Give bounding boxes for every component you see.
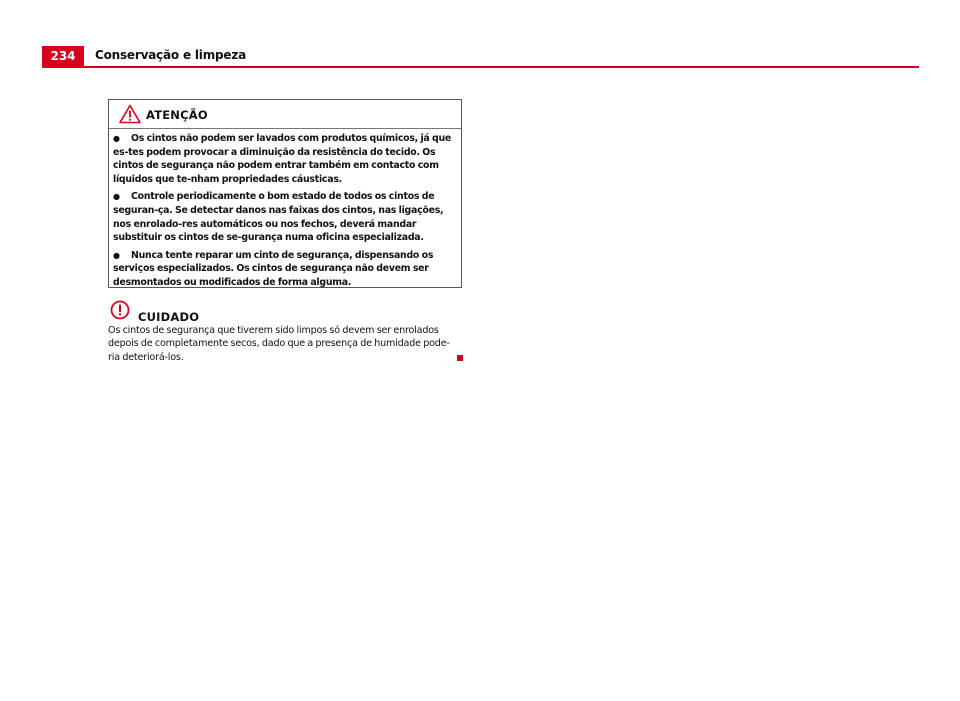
warning-item (113, 249, 457, 290)
warning-header (109, 100, 461, 129)
page-number: 234 (42, 46, 84, 67)
caution-text: Os cintos de segurança que tiverem sido limpos só devem ser enrolados depois de completamente secos, dado que a presença de humidade pode-ria deteriorá-los. (108, 325, 450, 363)
warning-title: ATENÇÃO (146, 108, 208, 122)
bullet-icon: ● (113, 192, 120, 202)
warning-triangle-icon (119, 104, 141, 124)
caution-exclamation-icon (110, 300, 130, 320)
warning-item (113, 132, 457, 186)
warning-item-text: Nunca tente reparar um cinto de segurança, dispensando os serviços especializados. Os cintos de segurança não devem ser desmontados ou modificados de forma alguma. (113, 249, 434, 288)
warning-item-text: Os cintos não podem ser lavados com produtos químicos, já que es-tes podem provocar a diminuição da resistência do tecido. Os cintos de segurança não podem entrar também em contacto com líquidos que te-nham propriedades cáusticas. (113, 133, 452, 185)
warning-item (113, 190, 457, 244)
caution-title: CUIDADO (138, 310, 200, 324)
warning-box (108, 99, 462, 288)
section-end-marker (457, 355, 463, 361)
warning-item-text: Controle periodicamente o bom estado de todos os cintos de seguran-ça. Se detectar danos nas faixas dos cintos, nas ligações, nos enrolado-res automáticos ou nos fechos, deverá mandar substituir os cintos de se-gurança numa oficina especializada. (113, 191, 444, 244)
bullet-icon: ● (113, 134, 120, 143)
header-divider (42, 66, 919, 68)
section-title: Conservação e limpeza (95, 48, 247, 62)
warning-body (109, 129, 461, 290)
bullet-icon: ● (113, 250, 120, 260)
